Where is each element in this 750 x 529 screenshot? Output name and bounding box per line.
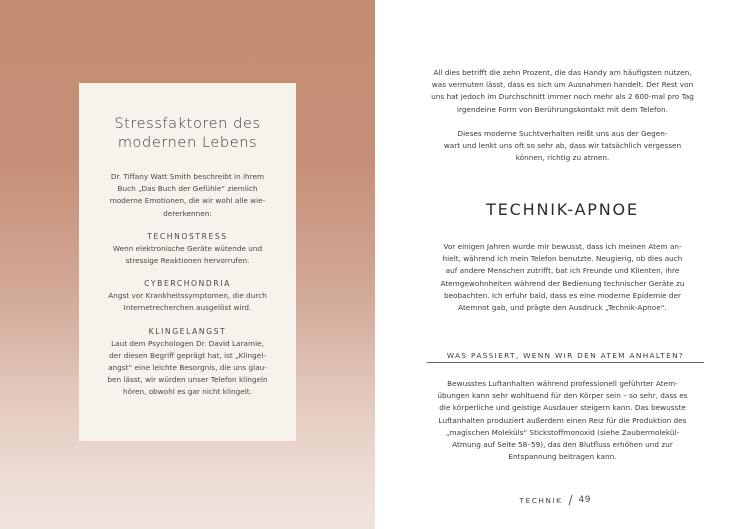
paragraph-3: [415, 241, 710, 314]
text-line: auf andere Menschen zutrifft, bat ich Freunde und Klienten, ihre: [445, 266, 680, 276]
term-line: Wenn elektronische Geräte wütende und: [112, 243, 263, 253]
term-heading-cyberchondria: CYBERCHONDRIA: [144, 279, 231, 289]
section-heading: TECHNIK-APNOE: [486, 200, 639, 219]
text-line: irgendeine Form von Berührungskontakt mit dem Telefon.: [457, 104, 668, 114]
section-name: TECHNIK: [519, 495, 563, 505]
card-title-line-2: modernen Lebens: [117, 135, 258, 151]
card-title-line-1: Stressfaktoren des: [114, 116, 261, 132]
text-line: beobachten. Ich erfuhr bald, dass es eine moderne Epidemie der: [443, 290, 682, 300]
card-intro-line: Buch „Das Buch der Gefühle“ ziemlich: [117, 184, 258, 194]
text-line: hielt, während ich mein Telefon benutzte. Neugierig, ob dies auch: [442, 254, 683, 264]
card-intro-line: Dr. Tiffany Watt Smith beschreibt in ihrem: [110, 172, 265, 181]
term-line: Laut dem Psychologen Dr. David Laramie,: [111, 338, 264, 348]
paragraph-4: [415, 378, 710, 463]
page-number: 49: [578, 495, 591, 505]
text-line: Entspannung beitragen kann.: [508, 452, 617, 462]
term-line: Angst vor Krankheitssymptomen, die durch: [108, 291, 267, 301]
subsection-heading: WAS PASSIERT, WENN WIR DEN ATEM ANHALTEN?: [427, 351, 704, 363]
term-text-technostress: [97, 243, 278, 267]
text-line: Vor einigen Jahren wurde mir bewusst, dass ich meinen Atem an-: [443, 242, 682, 251]
text-line: die körperliche und geistige Ausdauer steigern kann. Das bewusste: [439, 403, 686, 413]
text-line: Atemnot gab, und prägte den Ausdruck „Technik-Apnoe“.: [458, 303, 667, 313]
text-line: All dies betrifft die zehn Prozent, die das Handy am häufigsten nutzen,: [433, 68, 692, 77]
text-line: wart und lenkt uns oft so sehr ab, dass wir tatsächlich vergessen: [443, 141, 682, 151]
term-line: hören, obwohl es gar nicht klingelt.: [123, 387, 252, 397]
folio-separator: /: [568, 493, 573, 507]
card-intro: [97, 171, 278, 220]
text-line: uns hat jedoch im Durchschnitt immer noch mehr als 2 600-mal pro Tag: [431, 92, 694, 102]
text-line: können, richtig zu atmen.: [515, 153, 610, 163]
term-text-cyberchondria: [97, 290, 278, 314]
card-title: [79, 115, 296, 153]
term-line: der diesen Begriff geprägt hat, ist „Klingel-: [109, 350, 266, 360]
term-text-klingelangst: [97, 338, 278, 399]
page-footer: [520, 493, 591, 507]
card-intro-line: dererkennen:: [163, 208, 212, 218]
text-line: Atmung auf Seite 58–59), das den Blutfluss erhöhen und zur: [452, 440, 673, 450]
term-heading-klingelangst: KLINGELANGST: [148, 326, 227, 336]
term-line: stressige Reaktionen hervorrufen.: [125, 256, 250, 266]
text-line: Luftanhalten produziert außerdem einen Reiz für die Produktion des: [438, 415, 687, 425]
text-line: Atemgewohnheiten während der Bedienung technischer Geräte zu: [440, 278, 685, 288]
card-intro-line: moderne Emotionen, die wir wohl alle wie-: [109, 196, 266, 206]
term-line: ben lässt, wir würden unser Telefon klingeln: [107, 375, 268, 385]
right-page: [375, 0, 750, 529]
paragraph-1: [415, 67, 710, 116]
text-line: was vermuten lässt, dass es sich um Ausnahmen handelt. Der Rest von: [431, 80, 694, 90]
sidebar-card: [79, 83, 296, 441]
text-line: übungen kann sehr wohltuend für den Körper sein – so sehr, dass es: [437, 391, 688, 401]
text-line: Bewusstes Luftanhalten während professionell geführter Atem-: [447, 379, 678, 388]
text-line: Dieses moderne Suchtverhalten reißt uns aus der Gegen-: [457, 129, 668, 138]
term-line: angst“ eine leichte Besorgnis, die uns glau-: [108, 363, 267, 373]
paragraph-2: [415, 128, 710, 165]
text-line: „magischen Moleküls“ Stickstoffmonoxid (siehe Zaubermolekül-: [445, 427, 680, 437]
term-line: Internetrecherchen ausgelöst wird.: [123, 303, 252, 313]
term-heading-technostress: TECHNOSTRESS: [147, 231, 228, 241]
